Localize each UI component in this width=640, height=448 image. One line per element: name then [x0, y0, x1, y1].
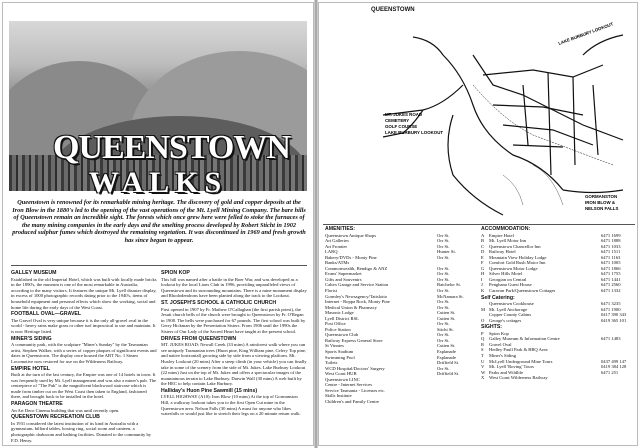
place-name: Gravel Oval: [489, 341, 512, 347]
amenity-street: Driffield St.: [437, 360, 460, 366]
map-label-road3: GOLF COURSE: [385, 124, 418, 129]
amenity-street: Batchelor St.: [437, 282, 461, 288]
section-heading: SPION KOP: [161, 270, 190, 276]
amenity-name: Bakery/DVDs - Monty Pine: [325, 254, 377, 260]
amenity-street: Orr St.: [437, 288, 450, 294]
amenity-name: Swimming Pool: [325, 354, 355, 360]
phone-number: 6471 1699: [601, 232, 621, 238]
column-right: [161, 269, 307, 417]
column-left: [11, 269, 157, 443]
section-heading: EMPIRE HOTEL: [11, 365, 50, 372]
section-text: In 1931 considered the latest institution of its kind in Australia with a gymnasium, billiard tables, boxing ring, social room and canteen, a photographic darkroom and bathing facilities. Donated to the community by F.D. Henry.: [11, 420, 152, 443]
place-name: Miner's Siding: [489, 353, 516, 359]
place-name: Empire Hotel: [489, 232, 514, 238]
amenity-street: Orr St.: [437, 337, 450, 343]
amenity-name: Commonwealth, Bendigo & ANZ: [325, 265, 388, 271]
place-name: Mountain View Holiday Lodge: [489, 254, 547, 260]
section-text: MT. JUKES ROAD: Newall Creek (33 mins) A rainforest walk where you can see uniquely Tasmanian trees (Huon pine, King William pine, Celery Top pine, and native horizontal) growing side by side from a viewing platform. Mt. Huxley Lookout (20 mins) After a steep climb (in your vehicle) you can finally take in some of the scenery from the side of Mt. Jukes. Lake Burbury Lookout (22 mins) Just on the top of Mt. Jukes and offers a spectacular images of the mountainous terrain to Lake Burbury. Darwin Wall (30 mins) A web built by the HEC to help contain Lake Burbury.: [161, 342, 307, 387]
place-name: Mt. Lyell Anchorage: [489, 306, 528, 312]
map-key-letter: U: [481, 358, 485, 364]
amenity-name: Art Galleries: [325, 238, 349, 244]
title-queenstown: QUEENSTOWN: [53, 129, 290, 166]
phone-number: 6471 1005: [601, 260, 621, 266]
amenity-street: McNamara St.: [437, 293, 464, 299]
amenity-street: Orr St.: [437, 238, 450, 244]
map-key-letter: F: [481, 260, 484, 266]
place-name: Comfort Gold Rush Motor Inn: [489, 260, 546, 266]
phone-number: 0419 384 128: [601, 364, 627, 370]
place-name: Queenstown Motor Lodge: [489, 265, 538, 271]
map-key-letter: S: [481, 347, 484, 353]
place-name: West Coast Wilderness Railway: [489, 375, 548, 381]
amenity-name: Queenstown LINC: [325, 376, 360, 382]
amenity-name: Florist: [325, 288, 337, 294]
amenity-name: Banks/ATMs: [325, 260, 350, 266]
phone-number: 0419 365 101: [601, 317, 627, 323]
map-key-letter: W: [481, 369, 486, 375]
amenity-name: Queenstown Club: [325, 332, 359, 338]
amenity-street: Orr St.: [437, 321, 450, 327]
amenity-name: Evans' Supermarket: [325, 271, 362, 277]
map-key-letter: D: [481, 249, 485, 255]
map-key-letter: G: [481, 265, 485, 271]
map-key-letter: T: [481, 353, 484, 359]
map-key-letter: V: [481, 364, 485, 370]
amenity-name: St Vinnies: [325, 343, 344, 349]
amenity-name: WCD Hospital/Doctors' Surgery: [325, 365, 385, 371]
accommodation-row: [481, 288, 635, 294]
amenity-street: Esplanade: [437, 354, 456, 360]
map-key-letter: J: [481, 282, 483, 288]
accommodation-list: [481, 227, 635, 381]
map-key-letter: H: [481, 271, 485, 277]
phone-number: 6471 1755: [601, 271, 621, 277]
map-key-letter: I: [481, 276, 483, 282]
divider: [11, 265, 307, 266]
place-name: Georgian on Central: [489, 276, 527, 282]
place-name: Caravan Park/Queenstown Cottages: [489, 288, 556, 294]
place-name: Spion Kop: [489, 330, 509, 336]
phone-number: 6471 2560: [601, 282, 621, 288]
amenity-street: Orr St.: [437, 299, 450, 305]
amenity-name: Caltex Garage and Service Station: [325, 282, 389, 288]
amenity-name: Queenstown Antique Shops: [325, 232, 377, 238]
amenity-name: Post Office: [325, 321, 346, 327]
amenity-name: Railway Express General Store: [325, 337, 383, 343]
map-key-letter: B: [481, 238, 485, 244]
amenity-name: Police Station: [325, 326, 351, 332]
section-text: First opened in 1907 by Fr. Mathew O'Callaghan (the first parish priest), the Jesuit church bells of the church were brought to Queenstown by Fr. O'Regan in 1908. The bells were purchased for 67 pounds. The first school was built by Gerry Hickman by the Presentation Sisters. From 1906 until the 1990s the Sisters of Our Lady of the Sacred Heart have taught at the present school.: [161, 306, 306, 334]
amenity-name: Service Tasmania - Licenses etc.: [325, 387, 385, 393]
map-key-letter: O: [481, 317, 485, 323]
right-page: [318, 2, 638, 446]
section-text: Established in the old Imperial Hotel, which was built with locally made bricks in the 1890's, the museum is one of the most remarkable in Australia, according to the many visitors. It features the unique Mt. Lyell disaster display, in excess of 1000 photographic records dating prior to the 1940's, items of household equipment and personal effects which show the working, social and home life during the early days of the West Coast.: [11, 276, 157, 310]
section-heading: MINER'S SIDING: [11, 335, 52, 342]
selfcatering-row: [481, 318, 635, 324]
section-heading: FOOTBALL OVAL—GRAVEL: [11, 311, 82, 318]
place-name: Queenstown Cookhouse: [489, 301, 534, 307]
amenity-name: Skills Institute: [325, 393, 352, 399]
place-name: Penghana Guest House: [489, 282, 532, 288]
amenities-heading: AMENITIES:: [325, 226, 355, 232]
section-heading: QUEENSTOWN RECREATION CLUB: [11, 414, 100, 421]
map-label-road4: LAKE BURBURY LOOKOUT: [385, 130, 444, 135]
section-heading: PARAGON THEATRE: [11, 401, 63, 408]
amenity-street: Sticht St.: [437, 326, 454, 332]
amenity-name: LARQ: [325, 249, 338, 255]
amenity-name: Art Frontier: [325, 243, 348, 249]
sights-heading: SIGHTS:: [481, 324, 503, 331]
amenity-street: Orr St.: [437, 304, 450, 310]
place-name: Silver Hills Motel: [489, 271, 523, 277]
place-name: Copper County Cabins: [489, 312, 532, 318]
amenity-name: West Coast HUB: [325, 371, 357, 377]
amenity-street: Cutten St.: [437, 315, 456, 321]
map-label-top-right: LAKE BURBURY LOOKOUT: [557, 21, 614, 46]
section-heading: DRIVES FROM QUEENSTOWN: [161, 335, 237, 342]
amenity-name: Medical Union & Pharmacy: [325, 304, 377, 310]
phone-number: 6471 1033: [601, 243, 621, 249]
map-key-letter: Q: [481, 336, 485, 342]
street-map-svg: [323, 15, 635, 225]
map-label-ironblow: IRON BLOW &: [585, 200, 615, 205]
phone-number: 0417 390 343: [601, 312, 627, 318]
section-heading: GALLEY MUSEUM: [11, 270, 57, 276]
amenity-name: Children's and Family Centre: [325, 398, 380, 404]
sights-row: [481, 375, 635, 381]
amenity-street: Orr St.: [437, 265, 450, 271]
divider-right: [323, 224, 635, 225]
map-key-letter: C: [481, 243, 485, 249]
amenity-name: Gormley's Newsagency/Tattslotto: [325, 293, 388, 299]
amenity-name: Gifts and Souvenirs: [325, 276, 362, 282]
map-key-letter: A: [481, 232, 485, 238]
phone-number: 6471 1888: [601, 238, 621, 244]
left-page: [2, 2, 314, 446]
accommodation-heading: ACCOMMODATION:: [481, 226, 531, 232]
selfcatering-heading: Self Catering:: [481, 294, 515, 301]
section-text: LYELL HIGHWAY (A10): Iron Blow (10 mins) At the top of Gormanston Hill, a walkway lookout takes you to the first Open Cut mine in the Queenstown area. Nelson Falls (30 mins) A must for anyone who likes waterfalls or would just like to stretch their legs on a 20 minute return walk.: [161, 394, 301, 417]
place-name: Mt. Lyell 'Roving' Tours: [489, 364, 534, 370]
phone-number: 6471 1332: [601, 288, 621, 294]
map-label-gormanston: GORMANSTON: [585, 194, 618, 199]
place-name: Hedley Paull Park & BBQ Area: [489, 347, 548, 353]
section-text: A community park, with the sculpture "Miner's Sunday" by the Tasmanian artist, Stephen Walker, with a series of copper plaques of significant events and dates in Queenstown. The display once housed the ABT No. 1 Steam Locomotive now restored for use on the Wilderness Railway.: [11, 342, 157, 364]
amenity-street: Orr St.: [437, 254, 450, 260]
amenity-street: Hunter St.: [437, 249, 456, 255]
amenity-street: Driffield St.: [437, 371, 460, 377]
amenity-street: Orr St.: [437, 276, 450, 282]
place-name: George's cottages: [489, 317, 522, 323]
amenity-name: Masonic Lodge: [325, 310, 354, 316]
place-name: Galley Museum & Information Centre: [489, 336, 560, 342]
amenity-street: Orr St.: [437, 232, 450, 238]
phone-number: 6471 1900: [601, 306, 621, 312]
amenity-street: Orr St.: [437, 332, 450, 338]
amenity-street: [437, 399, 477, 405]
section-text: This hill was named after a battle in the Boer War, and was developed as a lookout by the local Lions Club in 1996, providing unparalleled views of Queenstown and its surrounding mountains. There is a mine monument display and Rhododendrons have been planted along the track to the Lookout.: [161, 276, 307, 299]
section-text: Built at the turn of the last century, the Empire was one of 14 hotels in town. It was frequently used by Mt. Lyell management and was also a miner's pub. The centrepiece of "The Pub" is the magnificent blackwood staircase which is made from timber cut on the West Coast then taken to England, fashioned there, and brought back to be installed in the hotel.: [11, 372, 157, 400]
town-map: [323, 15, 635, 225]
place-name: Parks and Wildlife: [489, 369, 524, 375]
amenity-row: [325, 399, 477, 405]
place-name: Railway Hotel: [489, 249, 516, 255]
amenity-street: Cutten St.: [437, 343, 456, 349]
amenity-name: Sports Stadium: [325, 349, 354, 355]
map-key-letter: R: [481, 341, 485, 347]
section-text: An Art Deco Cinema building that was until recently open.: [11, 407, 120, 413]
phone-number: 6471 1511: [601, 249, 621, 255]
map-key-letter: E: [481, 254, 484, 260]
map-key-letter: K: [481, 288, 485, 294]
place-name: McLyell Underground Mine Tours: [489, 358, 553, 364]
phone-number: 6471 1163: [601, 254, 621, 260]
map-label-nelson: NELSON FALLS: [585, 206, 619, 211]
title-walks: WALKS: [88, 166, 228, 199]
phone-number: [601, 375, 635, 381]
amenities-list: [325, 227, 477, 405]
amenity-street: Orr St.: [437, 365, 450, 371]
map-key-letter: P: [481, 330, 484, 336]
amenity-name: Internet - Roppa Rock, Monty Pine: [325, 299, 390, 305]
section-heading: Halliday's Huon Pine Sawmill (15 mins): [161, 387, 258, 394]
amenity-name: Centre - Internet Services: [325, 382, 373, 388]
section-heading: ST. JOSEPH'S SCHOOL & CATHOLIC CHURCH: [161, 299, 277, 306]
intro-text: Queenstown is renowned for its remarkable mining heritage. The discovery of gold and copper deposits at the Iron Blow in the 1880's led to the opening of the vast operations of the Mt. Lyell Mining Company. The bare hills of Queenstown remain an incredible sight. The forests which once grew here were felled to stoke the furnaces of the many mining companies in the early days and the smelting process developed by Robert Sticht in 1902 produced sulphur fumes which destroyed the remaining vegetation. It was discontinued in 1969 and fresh growth has since begun to appear.: [12, 199, 306, 244]
phone-number: 0437 499 147: [601, 358, 627, 364]
amenity-street: Esplanade: [437, 349, 456, 355]
amenity-name: Lyell District RSL: [325, 315, 359, 321]
map-label-road1: MT. JUKES ROAD: [385, 112, 423, 117]
amenity-street: Cutten St.: [437, 310, 456, 316]
amenity-street: Orr St.: [437, 243, 450, 249]
section-text: The Gravel Oval is very unique because it is the only all-gravel oval in the world - heavy rains make grass or other turf impractical to use and maintain. It is now Heritage listed.: [11, 317, 156, 334]
amenity-name: Toilets: [325, 360, 338, 366]
phone-number: 6471 251: [601, 369, 619, 375]
phone-number: 6471 1441: [601, 276, 621, 282]
map-title: QUEENSTOWN: [371, 7, 415, 13]
phone-number: 6471 3235: [601, 301, 621, 307]
amenity-street: Orr St.: [437, 271, 450, 277]
phone-number: 6471 1866: [601, 265, 621, 271]
place-name: Mt. Lyell Motor Inn: [489, 238, 527, 244]
phone-number: 6471 1483: [601, 336, 621, 342]
map-key-letter: M: [481, 306, 486, 312]
place-name: Queenstown Chancellor Inn: [489, 243, 541, 249]
map-label-road2: CEMETERY: [385, 118, 410, 123]
map-key-letter: X: [481, 375, 485, 381]
